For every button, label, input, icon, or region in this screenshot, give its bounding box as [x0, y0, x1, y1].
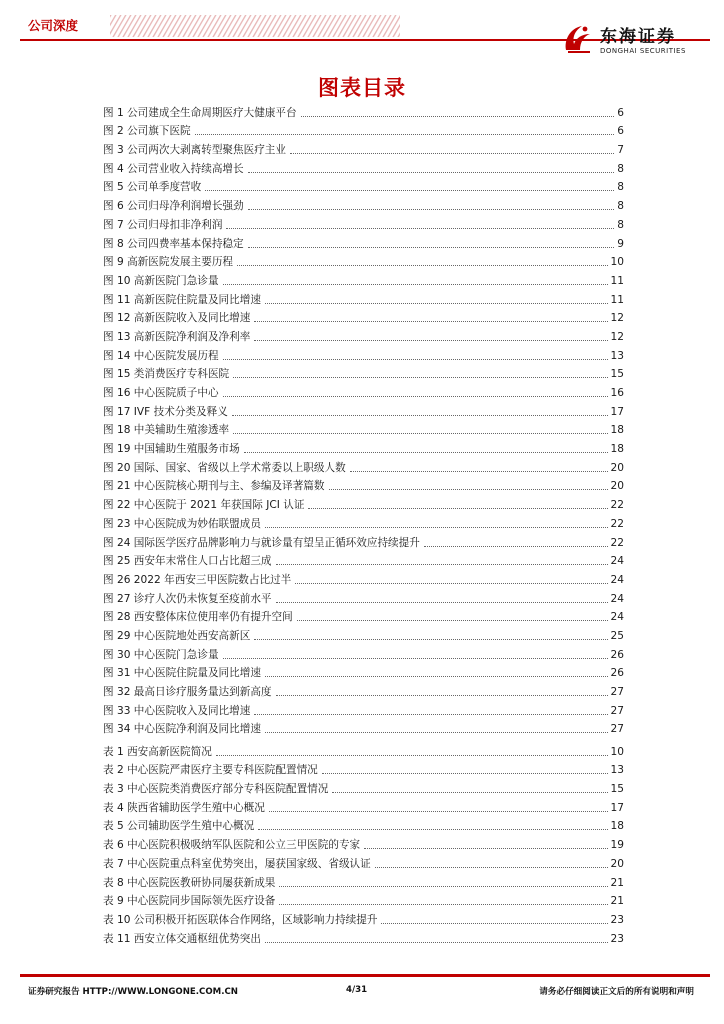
toc-entry-label: 表 10 公司积极开拓医联体合作网络，区域影响力持续提升	[103, 913, 378, 926]
toc-entry-page: 20	[610, 461, 624, 474]
table-toc-row[interactable]	[103, 796, 624, 815]
figure-toc-row[interactable]	[103, 624, 624, 643]
toc-entry-label: 图 21 中心医院核心期刊与主、参编及译著篇数	[103, 480, 325, 493]
dot-leader	[375, 867, 608, 868]
toc-entry-page: 7	[617, 144, 624, 157]
toc-entry-page: 15	[610, 783, 624, 796]
toc-entry-label: 图 30 中心医院门急诊量	[103, 648, 219, 661]
toc-entry-label: 表 3 中心医院类消费医疗部分专科医院配置情况	[103, 783, 329, 796]
dot-leader	[223, 359, 608, 360]
toc-entry-label: 图 10 高新医院门急诊量	[103, 274, 219, 287]
toc-entry-label: 表 8 中心医院医教研协同屡获新成果	[103, 876, 276, 889]
toc-entry-label: 图 32 最高日诊疗服务量达到新高度	[103, 686, 272, 698]
figure-toc-row[interactable]	[103, 550, 624, 569]
dot-leader	[233, 377, 607, 378]
dot-leader	[237, 265, 608, 266]
dot-leader	[205, 190, 614, 191]
toc-entry-page: 26	[610, 648, 624, 661]
footer-rule	[20, 974, 710, 977]
table-toc-row[interactable]	[103, 740, 624, 759]
toc-entry-page: 20	[610, 480, 624, 493]
toc-entry-page: 16	[610, 387, 624, 399]
toc-entry-label: 图 12 高新医院收入及同比增速	[103, 312, 251, 325]
dot-leader	[223, 284, 608, 285]
toc-entry-label: 图 18 中美辅助生殖渗透率	[103, 424, 230, 437]
toc-entry-page: 18	[610, 820, 624, 833]
toc-entry-label: 图 2 公司旗下医院	[103, 125, 191, 138]
toc-entry-label: 图 29 中心医院地处西安高新区	[103, 629, 251, 642]
page-title: 图表目录	[318, 76, 406, 100]
dot-leader	[295, 583, 607, 584]
toc-entry-label: 图 17 IVF 技术分类及释义	[103, 405, 228, 418]
table-toc-row[interactable]	[103, 908, 624, 927]
toc-entry-page: 6	[617, 125, 624, 138]
toc-entry-page: 27	[610, 723, 624, 736]
toc-entry-page: 18	[610, 443, 624, 456]
dot-leader	[223, 396, 608, 397]
table-toc-row[interactable]	[103, 777, 624, 796]
dot-leader	[244, 452, 608, 453]
dot-leader	[254, 714, 607, 715]
toc-entry-page: 9	[617, 237, 624, 250]
toc-entry-page: 23	[610, 913, 624, 926]
figure-toc-row[interactable]	[103, 718, 624, 737]
toc-entry-label: 图 14 中心医院发展历程	[103, 349, 219, 362]
dot-leader	[276, 564, 608, 565]
toc-entry-label: 表 7 中心医院重点科室优势突出，屡获国家级、省级认证	[103, 857, 371, 870]
figure-toc-row[interactable]	[103, 680, 624, 699]
figure-toc-row[interactable]	[103, 419, 624, 438]
toc-entry-page: 12	[610, 312, 624, 325]
toc-entry-page: 27	[610, 686, 624, 698]
toc-entry-label: 图 25 西安年末常住人口占比超三成	[103, 555, 272, 568]
dot-leader	[223, 658, 608, 659]
figure-toc-row[interactable]	[103, 288, 624, 307]
table-toc-row[interactable]	[103, 871, 624, 890]
figure-toc-row[interactable]	[103, 493, 624, 512]
table-toc-row[interactable]	[103, 927, 624, 946]
table-toc-row[interactable]	[103, 852, 624, 871]
dot-leader	[290, 153, 614, 154]
toc-entry-label: 表 6 中心医院积极吸纳军队医院和公立三甲医院的专家	[103, 839, 361, 852]
dot-leader	[265, 732, 608, 733]
toc-entry-label: 图 26 2022 年西安三甲医院数占比过半	[103, 573, 292, 586]
dot-leader	[254, 340, 607, 341]
toc-entry-page: 8	[617, 218, 624, 231]
figure-toc-row[interactable]	[103, 120, 624, 139]
toc-entry-label: 图 33 中心医院收入及同比增速	[103, 704, 251, 717]
dot-leader	[329, 489, 608, 490]
dot-leader	[248, 209, 615, 210]
toc-entry-page: 15	[610, 368, 624, 381]
dot-leader	[233, 433, 607, 434]
toc-entry-label: 图 34 中心医院净利润及同比增速	[103, 723, 261, 736]
toc-entry-page: 8	[617, 200, 624, 213]
figure-toc-row[interactable]	[103, 437, 624, 456]
toc-entry-label: 图 9 高新医院发展主要历程	[103, 256, 234, 269]
toc-entry-label: 图 16 中心医院质子中心	[103, 387, 219, 399]
figure-toc-row[interactable]	[103, 643, 624, 662]
figure-toc-row[interactable]	[103, 699, 624, 718]
dot-leader	[254, 321, 607, 322]
figure-toc-row[interactable]	[103, 213, 624, 232]
toc-entry-page: 13	[610, 764, 624, 777]
toc-entry-label: 图 3 公司两次大剥离转型聚焦医疗主业	[103, 144, 286, 157]
table-toc-row[interactable]	[103, 759, 624, 778]
table-toc-row[interactable]	[103, 833, 624, 852]
toc-entry-page: 6	[617, 106, 624, 119]
toc-entry-label: 图 24 国际医学医疗品牌影响力与就诊量有望呈正循环效应持续提升	[103, 536, 420, 549]
toc-entry-label: 图 11 高新医院住院量及同比增速	[103, 293, 261, 306]
toc-entry-page: 19	[610, 839, 624, 852]
table-toc-row[interactable]	[103, 890, 624, 909]
dot-leader	[364, 848, 607, 849]
toc-entry-page: 24	[610, 592, 624, 605]
toc-entry-label: 图 27 诊疗人次仍未恢复至疫前水平	[103, 592, 272, 605]
table-toc-row[interactable]	[103, 815, 624, 834]
figure-toc-row[interactable]	[103, 138, 624, 157]
report-type-tag: 公司深度	[28, 18, 79, 33]
toc-entry-label: 图 5 公司单季度营收	[103, 181, 202, 194]
dot-leader	[297, 620, 608, 621]
figure-toc-row[interactable]	[103, 176, 624, 195]
donghai-logo	[560, 20, 710, 60]
toc-entry-page: 26	[610, 667, 624, 680]
dot-leader	[248, 247, 615, 248]
toc-entry-page: 11	[610, 293, 624, 306]
figure-toc-row[interactable]	[103, 251, 624, 270]
toc-entry-page: 21	[610, 895, 624, 908]
toc-entry-label: 表 4 陕西省辅助医学生殖中心概况	[103, 801, 265, 814]
figure-toc-row[interactable]	[103, 157, 624, 176]
toc-entry-label: 图 13 高新医院净利润及净利率	[103, 330, 251, 343]
toc-entry-page: 13	[610, 349, 624, 362]
dot-leader	[279, 904, 607, 905]
logo-chinese-name: 东海证券	[600, 27, 676, 47]
figure-toc-row[interactable]	[103, 400, 624, 419]
toc-entry-page: 12	[610, 330, 624, 343]
figure-toc-row[interactable]	[103, 531, 624, 550]
figure-toc-row[interactable]	[103, 325, 624, 344]
toc-entry-page: 24	[610, 555, 624, 568]
footer-disclaimer: 请务必仔细阅读正文后的所有说明和声明	[539, 987, 694, 997]
figure-toc-row[interactable]	[103, 194, 624, 213]
toc-entry-label: 图 23 中心医院成为妙佑联盟成员	[103, 517, 261, 530]
toc-entry-page: 25	[610, 629, 624, 642]
toc-entry-label: 图 6 公司归母净利润增长强劲	[103, 200, 244, 213]
toc-entry-label: 表 9 中心医院同步国际领先医疗设备	[103, 895, 276, 908]
toc-entry-label: 图 28 西安整体床位使用率仍有提升空间	[103, 611, 293, 624]
toc-entry-label: 图 19 中国辅助生殖服务市场	[103, 443, 240, 456]
dot-leader	[276, 695, 608, 696]
dot-leader	[381, 923, 607, 924]
figure-toc-row[interactable]	[103, 662, 624, 681]
toc-entry-label: 表 2 中心医院严肃医疗主要专科医院配置情况	[103, 764, 318, 777]
toc-entry-label: 图 7 公司归母扣非净利润	[103, 218, 223, 231]
figure-toc-row[interactable]	[103, 344, 624, 363]
dot-leader	[301, 116, 615, 117]
figure-toc-row[interactable]	[103, 568, 624, 587]
toc-entry-page: 23	[610, 932, 624, 945]
dot-leader	[226, 228, 614, 229]
figure-toc-row[interactable]	[103, 606, 624, 625]
toc-entry-page: 8	[617, 181, 624, 194]
toc-entry-label: 图 4 公司营业收入持续高增长	[103, 162, 244, 175]
dragon-emblem-icon	[560, 20, 596, 56]
toc-entry-label: 表 1 西安高新医院简况	[103, 745, 212, 758]
dot-leader	[322, 773, 608, 774]
dot-leader	[279, 886, 607, 887]
toc-entry-label: 图 20 国际、国家、省级以上学术常委以上职级人数	[103, 461, 346, 474]
dot-leader	[248, 172, 615, 173]
toc-entry-label: 图 15 类消费医疗专科医院	[103, 368, 230, 381]
dot-leader	[265, 942, 608, 943]
figure-toc-row[interactable]	[103, 232, 624, 251]
dot-leader	[258, 829, 607, 830]
toc-entry-label: 图 1 公司建成全生命周期医疗大健康平台	[103, 106, 297, 119]
toc-entry-label: 表 11 西安立体交通枢纽优势突出	[103, 932, 261, 945]
dot-leader	[265, 676, 608, 677]
dot-leader	[254, 639, 607, 640]
dot-leader	[350, 471, 608, 472]
toc-entry-page: 17	[610, 405, 624, 418]
dot-leader	[308, 508, 607, 509]
toc-entry-page: 24	[610, 573, 624, 586]
figure-toc-row[interactable]	[103, 307, 624, 326]
toc-entry-page: 27	[610, 704, 624, 717]
toc-entry-page: 21	[610, 876, 624, 889]
figure-toc-row[interactable]	[103, 101, 624, 120]
figure-toc-row[interactable]	[103, 587, 624, 606]
figure-list	[103, 101, 624, 736]
toc-entry-page: 22	[610, 499, 624, 512]
toc-entry-page: 18	[610, 424, 624, 437]
toc-entry-page: 10	[610, 256, 624, 269]
figure-toc-row[interactable]	[103, 269, 624, 288]
toc-entry-page: 10	[610, 745, 624, 758]
dot-leader	[216, 755, 608, 756]
figure-toc-row[interactable]	[103, 475, 624, 494]
dot-leader	[265, 527, 608, 528]
toc-entry-page: 8	[617, 162, 624, 175]
dot-leader	[332, 792, 607, 793]
toc-entry-page: 17	[610, 801, 624, 814]
figure-toc-row[interactable]	[103, 512, 624, 531]
figure-toc-row[interactable]	[103, 363, 624, 382]
dot-leader	[265, 303, 608, 304]
table-list	[103, 740, 624, 946]
page-number: 4/31	[346, 985, 368, 995]
dot-leader	[276, 602, 608, 603]
toc-entry-label: 图 8 公司四费率基本保持稳定	[103, 237, 244, 250]
toc-entry-label: 图 31 中心医院住院量及同比增速	[103, 667, 261, 680]
figure-toc-row[interactable]	[103, 456, 624, 475]
logo-english-name: DONGHAI SECURITIES	[600, 47, 686, 55]
dot-leader	[195, 134, 615, 135]
figure-toc-row[interactable]	[103, 381, 624, 400]
toc-entry-label: 表 5 公司辅助医学生殖中心概况	[103, 820, 255, 833]
toc-entry-label: 图 22 中心医院于 2021 年获国际 JCI 认证	[103, 499, 305, 512]
toc-entry-page: 22	[610, 517, 624, 530]
toc-entry-page: 22	[610, 536, 624, 549]
toc-entry-page: 20	[610, 857, 624, 870]
toc-entry-page: 24	[610, 611, 624, 624]
dot-leader	[424, 546, 608, 547]
toc-entry-page: 11	[610, 274, 624, 287]
dot-leader	[232, 415, 608, 416]
dot-leader	[269, 811, 608, 812]
footer-website[interactable]: 证券研究报告 HTTP://WWW.LONGONE.COM.CN	[28, 987, 238, 997]
